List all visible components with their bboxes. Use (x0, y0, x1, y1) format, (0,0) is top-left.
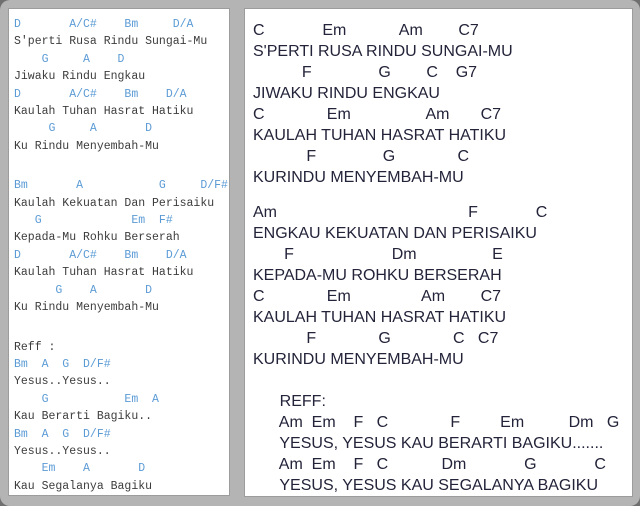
lyric-line: Kaulah Tuhan Hasrat Hatiku (14, 266, 194, 280)
song-section (253, 391, 632, 496)
song-section (253, 20, 632, 188)
chord-line: G A D (14, 52, 125, 66)
lyric-line: KAULAH TUHAN HASRAT HATIKU (253, 309, 507, 326)
lyric-line: Kaulah Kekuatan Dan Perisaiku (14, 196, 215, 210)
chord-line: F G C C7 (253, 330, 499, 347)
chord-line: Bm A G D/F# (14, 179, 228, 193)
chord-line: D A/C# Bm D/A (14, 87, 187, 101)
lyric-line: Ku Rindu Menyembah-Mu (14, 139, 159, 153)
section-heading: Reff : (14, 340, 56, 354)
chord-line: C Em Am C7 (253, 288, 502, 305)
chord-line: C Em Am C7 (253, 106, 502, 123)
lyric-line: Yesus..Yesus.. (14, 375, 111, 389)
lyric-line: KEPADA-MU ROHKU BERSERAH (253, 267, 502, 284)
lyric-line: Ku Rindu Menyembah-Mu (14, 301, 159, 315)
chord-panel-key-c (244, 8, 633, 497)
song-section (14, 339, 229, 496)
lyric-line: Kau Berarti Bagiku.. (14, 410, 153, 424)
chord-line: G Em A (14, 392, 159, 406)
lyric-line: KURINDU MENYEMBAH-MU (253, 169, 464, 186)
chord-line: F G C G7 (253, 64, 478, 81)
lyric-line: YESUS, YESUS KAU SEGALANYA BAGIKU (253, 477, 599, 494)
lyric-line: KAULAH TUHAN HASRAT HATIKU (253, 127, 507, 144)
chord-line: F Dm E (253, 246, 503, 263)
lyric-line: YESUS, YESUS KAU BERARTI BAGIKU....... (253, 435, 604, 452)
chord-line: D A/C# Bm D/A (14, 248, 187, 262)
lyric-line: JIWAKU RINDU ENGKAU (253, 85, 440, 102)
lyric-line: S'perti Rusa Rindu Sungai-Mu (14, 35, 208, 49)
chord-line: F G C (253, 148, 470, 165)
lyric-line: Kepada-Mu Rohku Berserah (14, 231, 180, 245)
chord-panel-key-d (8, 8, 230, 496)
lyric-line: S'PERTI RUSA RINDU SUNGAI-MU (253, 43, 513, 60)
lyric-line: Kau Segalanya Bagiku (14, 479, 153, 493)
section-heading: REFF: (253, 393, 326, 410)
song-section (253, 202, 632, 370)
lyric-line: Jiwaku Rindu Engkau (14, 70, 146, 84)
chord-line: Am Em F C F Em Dm G (253, 414, 620, 431)
lyric-line: Kaulah Tuhan Hasrat Hatiku (14, 105, 194, 119)
lyric-line: KURINDU MENYEMBAH-MU (253, 351, 464, 368)
chord-line: Bm A G D/F# (14, 357, 111, 371)
song-section (14, 177, 229, 316)
chord-line: Am Em F C Dm G C (253, 456, 606, 473)
lyric-line: ENGKAU KEKUATAN DAN PERISAIKU (253, 225, 537, 242)
chord-line: D A/C# Bm D/A (14, 18, 194, 31)
chord-line: Bm A G D/F# (14, 427, 111, 441)
chord-line: G A D (14, 283, 153, 297)
chord-line: Em A D (14, 462, 146, 476)
song-section (14, 16, 229, 155)
chord-line: Am F C (253, 204, 548, 221)
lyric-line: Yesus..Yesus.. (14, 444, 111, 458)
chord-line: C Em Am C7 (253, 22, 479, 39)
chord-line: G A D (14, 122, 153, 136)
chord-line: G Em F# (14, 214, 173, 228)
